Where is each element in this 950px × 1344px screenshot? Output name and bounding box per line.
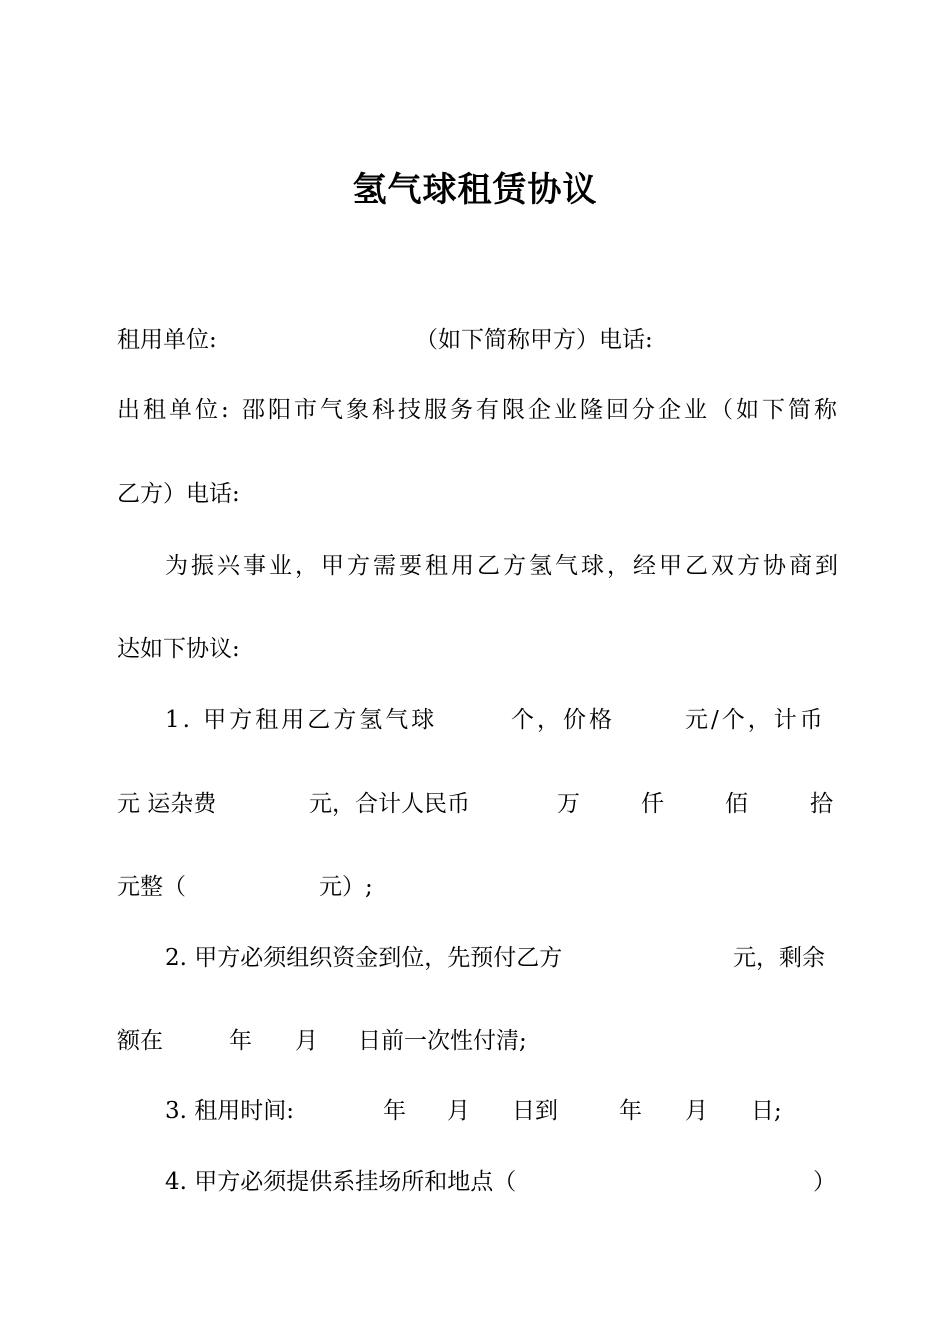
intro-text-2: 达如下协议: <box>117 636 240 662</box>
clause-2-day: 日前一次性付清; <box>358 1028 527 1054</box>
clause-3-month-2: 月 <box>685 1098 708 1124</box>
intro-text-1: 为振兴事业，甲方需要租用乙方氢气球，经甲乙双方协商到 <box>165 553 841 579</box>
clause-1-line-2 <box>117 787 837 821</box>
clause-1-bai: 佰 <box>725 791 748 817</box>
clause-1-wan: 万 <box>557 791 580 817</box>
clause-3-year-1: 年 <box>383 1098 406 1124</box>
intro-line-1 <box>117 549 841 583</box>
clause-1-part-c: 元/个，计币 <box>685 707 826 733</box>
page-title: 氢气球租赁协议 <box>352 170 598 210</box>
clause-1-line-1 <box>117 703 837 737</box>
clause-4-paren-close: ） <box>813 1169 836 1195</box>
clause-1-total: 元，合计人民币 <box>309 791 470 817</box>
lessee-label: 租用单位: <box>117 327 217 353</box>
clause-3-day-to: 日到 <box>512 1098 558 1124</box>
clause-3-year-2: 年 <box>619 1098 642 1124</box>
clause-4-part-a: 4. 甲方必须提供系挂场所和地点（ <box>165 1169 517 1195</box>
clause-1-line-3 <box>117 870 837 904</box>
clause-1-yuan-end: 元）; <box>319 874 373 900</box>
lessor-text-1: 出租单位: 邵阳市气象科技服务有限企业隆回分企业（如下简称 <box>117 397 841 423</box>
clause-1-qian: 仟 <box>641 791 664 817</box>
clause-3-label: 3. 租用时间: <box>165 1098 295 1124</box>
clause-1-part-a: 1. 甲方租用乙方氢气球 <box>165 707 438 733</box>
lessor-line-2 <box>117 477 837 511</box>
clause-1-freight: 元 运杂费 <box>117 791 217 817</box>
clause-2-month: 月 <box>295 1028 318 1054</box>
lessee-note: （如下简称甲方）电话: <box>415 327 653 353</box>
intro-line-2 <box>117 632 837 666</box>
clause-2-line-2 <box>117 1024 837 1058</box>
clause-2-line-1 <box>117 941 837 975</box>
lessor-line-1 <box>117 393 841 427</box>
clause-2-e-zai: 额在 <box>117 1028 163 1054</box>
clause-1-yuan-zheng: 元整（ <box>117 874 186 900</box>
clause-4-line <box>117 1165 837 1199</box>
clause-3-day-end: 日; <box>751 1098 782 1124</box>
clause-1-shi: 拾 <box>810 791 833 817</box>
lessee-line <box>117 323 837 357</box>
lessor-text-2: 乙方）电话: <box>117 481 240 507</box>
clause-2-part-b: 元，剩余 <box>733 945 825 971</box>
clause-3-line <box>117 1094 837 1128</box>
clause-2-year: 年 <box>229 1028 252 1054</box>
clause-1-part-b: 个，价格 <box>511 707 615 733</box>
clause-2-part-a: 2. 甲方必须组织资金到位，先预付乙方 <box>165 945 563 971</box>
clause-3-month-1: 月 <box>447 1098 470 1124</box>
